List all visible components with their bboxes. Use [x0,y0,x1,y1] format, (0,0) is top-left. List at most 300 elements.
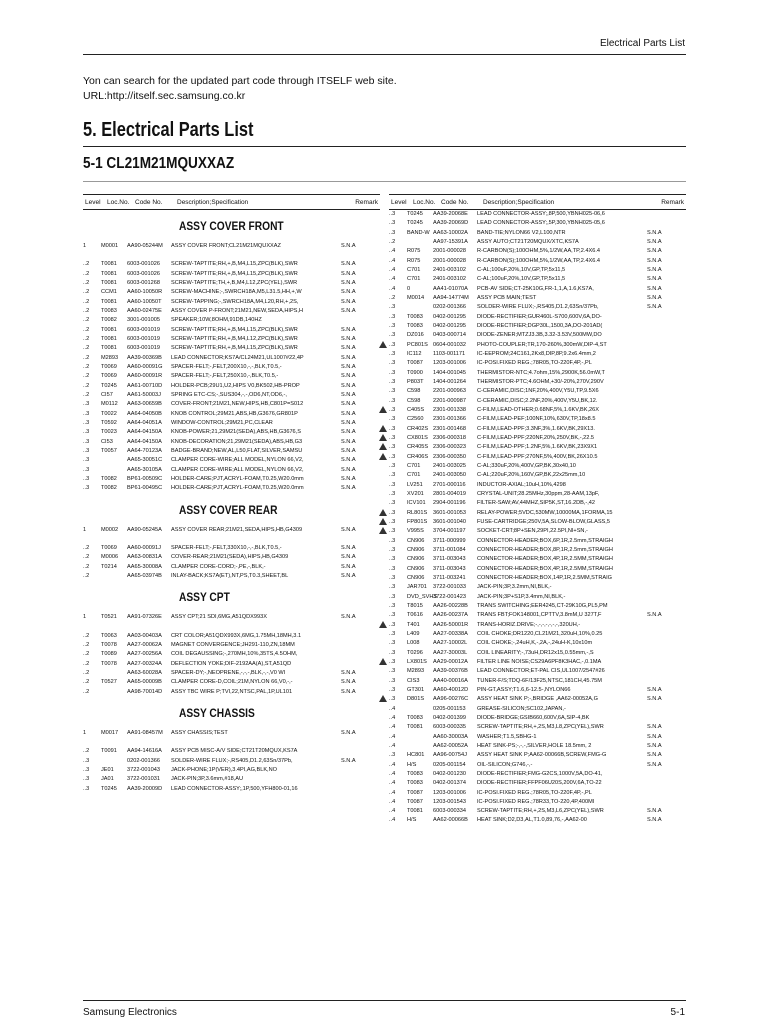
col-loc: Loc.No. [107,198,130,206]
row-level: ..2 [83,345,90,352]
row-level: ..3 [389,406,407,415]
row-code-no: 2306-000323 [433,444,466,451]
row-level: ..3 [389,668,396,675]
row-loc-no: T0245 [407,220,423,227]
row-level: ..2 [389,239,396,246]
title-divider [83,146,686,147]
row-code-no: AA63-00659B [127,401,162,408]
row-level: ..3 [83,766,90,773]
table-row [389,285,686,294]
row-description: SCREW-TAPTITE;TH,+,B,M4,L12,ZPC(YEL),SWR [171,280,298,287]
row-level: ..3 [389,397,396,404]
row-description: CRT COLOR;A51QDX993X,6MG,1.75MH,18MH,3.1 [171,632,302,639]
row-remark: S.N.A [647,267,662,274]
row-description: ASSY CPT;21 SDI,6MG,A51QDX993X [171,614,267,621]
row-remark: S.N.A [341,466,356,473]
row-level: ..3 [389,565,396,572]
row-loc-no: T0081 [407,724,423,731]
row-loc-no: T0592 [101,420,117,427]
row-description: TRANS FBT;FOK148001,CPTTV,3.8mM,U 327T,F [477,612,602,619]
row-level: ..2 [83,392,90,399]
row-description: SOCKET-CRT;8P+SEN,29PI,22.5PI,NI+SN,- [477,528,588,535]
row-loc-no: T0245 [101,785,117,792]
row-code-no: AA39-00376B [433,668,468,675]
row-remark: S.N.A [341,448,356,455]
table-row [83,553,380,562]
row-code-no: AA27-00324A [127,660,162,667]
row-level: ..3 [389,304,396,311]
row-code-no: AA65-03974B [127,573,162,579]
row-loc-no: CN906 [407,574,425,581]
col-remark: Remark [355,198,378,206]
row-remark: S.N.A [341,476,356,483]
row-code-no: 6003-000335 [433,724,466,731]
row-loc-no: 0 [407,285,411,292]
table-row [389,639,686,648]
row-remark: S.N.A [647,276,662,283]
warning-triangle-icon [379,443,387,450]
table-row [389,509,686,518]
row-level: ..4 [389,285,396,292]
table-row [389,816,686,825]
warning-triangle-icon [379,425,387,432]
row-code-no: AA03-00403A [127,632,162,639]
table-row [83,307,380,316]
table-row [389,788,686,797]
row-loc-no: T0083 [407,323,423,330]
row-level: ..4 [389,724,396,731]
row-code-no: 2301-001366 [433,416,466,423]
row-level: ..4 [389,276,396,283]
row-level: ..2 [83,280,90,287]
row-level: ..4 [389,742,396,749]
table-row [389,527,686,536]
row-loc-no: T0081 [101,261,117,268]
row-loc-no: T0069 [101,364,117,371]
row-level: ..3 [389,752,396,759]
table-row [389,471,686,480]
table-row [389,415,686,424]
row-remark: S.N.A [341,270,356,277]
table-row [83,419,380,428]
row-code-no: 3711-001084 [433,546,466,553]
col-code: Code No. [441,198,469,206]
row-description: SCREW-TAPTITE;RH,+,B,M4,L12,ZPC(BLK),SWR [171,336,298,343]
table-row [83,242,380,251]
row-description: KNOB-DECORATION;21,29M21(SEDA),ABS,HB,G3 [171,438,303,445]
row-code-no: AA61-50003J [127,392,161,399]
row-remark: S.N.A [341,573,356,579]
row-loc-no: T8015 [407,602,423,609]
row-remark: S.N.A [647,808,662,815]
row-level: ..2 [83,373,90,380]
row-description: C-FILM,LEAD-PPF;220NF,20%,250V,BK,-,22.5 [477,435,595,442]
row-level: ..3 [389,574,396,581]
row-loc-no: T0081 [101,345,117,352]
row-description: WASHER;T1.5,SBHG-1 [477,733,537,740]
row-remark: S.N.A [647,239,662,246]
row-code-no: AA64-04051A [127,420,162,427]
row-description: LEAD CONNECTOR-ASSY;,5P,300,YBNH025-05,6 [477,220,605,227]
row-remark: S.N.A [341,679,356,686]
model-subtitle: 5-1 CL21M21MQUXXAZ [83,155,235,172]
row-level: ..3 [83,776,90,783]
table-row [389,499,686,508]
row-level: ..3 [389,500,396,507]
row-loc-no: M2893 [407,668,425,675]
row-code-no: 2001-000028 [433,257,466,264]
table-row [389,536,686,545]
table-row [389,658,686,667]
row-level: ..3 [389,527,407,536]
section-heading [83,697,380,729]
row-remark: S.N.A [647,295,662,302]
row-remark: S.N.A [341,526,356,533]
row-description: R-CARBON(S);100OHM,5%,1/2W,AA,TP,2.4X6.4 [477,248,601,255]
row-code-no: 0604-001032 [433,341,466,348]
row-description: C-FILM,LEAD-PPF;3.3NF,3%,1.6KV,BK,29X13. [477,425,595,432]
table-row [389,546,686,555]
row-level: ..3 [389,491,396,497]
row-loc-no: T0089 [101,651,117,658]
row-loc-no: GT301 [407,686,425,693]
row-level: ..3 [389,229,396,236]
row-level: ..2 [83,688,90,695]
row-code-no: AA60-00091J [127,545,161,552]
row-level: ..3 [389,416,396,423]
row-loc-no: T0245 [101,382,117,389]
row-level: ..4 [389,705,396,712]
row-code-no: AA63-00831A [127,554,162,561]
table-row [83,456,380,465]
table-row [83,784,380,793]
row-level: ..2 [83,336,90,343]
row-level: ..3 [389,443,407,452]
row-description: ASSY HEAT SINK P;-,BRIDGE ,AA62-00052A,G [477,696,598,703]
row-description: DIODE-BRIDGE;GSIB660,600V,6A,SIP-4,BK [477,714,590,721]
header-divider [83,54,686,55]
table-row [389,555,686,564]
row-level: ..2 [83,270,90,277]
row-level: ..4 [389,257,396,264]
footer-divider [83,1000,686,1001]
row-remark: S.N.A [341,336,356,343]
row-level: ..2 [83,679,90,686]
row-code-no: AA27-00062A [127,641,162,648]
row-code-no: AA94-14774M [433,295,469,302]
row-loc-no: C598 [407,397,421,404]
table-row [389,341,686,350]
row-loc-no: L409 [407,630,420,637]
row-remark: S.N.A [647,724,662,731]
row-code-no: 6003-001268 [127,280,160,287]
row-code-no: 2201-000987 [433,397,466,404]
row-remark: S.N.A [341,364,356,371]
row-remark: S.N.A [647,248,662,255]
row-loc-no: M0017 [101,729,119,736]
row-code-no: AA64-04150A [127,438,162,445]
row-description: INDUCTOR-AXIAL;10uH,10%,4298 [477,481,566,488]
row-level: ..2 [83,641,90,648]
row-description: ASSY COVER P-FRONT;21M21,NEW,SEDA,HIPS,H [171,308,304,315]
table-row [83,641,380,650]
row-description: SCREW-MACHINE;-,SWRCH18A,M5,L31.5,HH,+,W [171,289,302,296]
row-loc-no: CI53 [101,438,113,445]
table-row [83,298,380,307]
row-loc-no: LV251 [407,481,423,488]
row-loc-no: DZ016 [407,332,424,339]
warning-triangle-icon [379,509,387,516]
row-description: SCREW-TAPPING;-,SWRCH18A,M4,L20,RH,+,2S, [171,298,299,305]
table-row [389,807,686,816]
table-row [389,667,686,676]
row-level: ..3 [389,509,407,518]
row-code-no: 3601-001053 [433,509,466,516]
row-level: ..2 [83,326,90,333]
row-loc-no: C701 [407,267,421,274]
row-loc-no: CN906 [407,546,425,553]
table-row [389,592,686,601]
warning-triangle-icon [379,658,387,665]
row-description: IC-EEPROM;24C161,2Kx8,DIP,8P,9.2x6.4mm,2 [477,351,596,358]
row-code-no: 1103-001171 [433,351,466,358]
notice-line-1: Yon can search for the updated part code through ITSELF web site. [83,75,397,87]
table-header [389,194,686,210]
row-loc-no: JA01 [101,776,114,783]
parts-table-right [389,194,686,826]
row-level: ..3 [389,537,396,544]
row-code-no: AA65-30105A [127,466,162,473]
row-description: ASSY COVER FRONT;CL21M21MQUXXAZ [171,243,281,250]
row-loc-no: T0900 [407,369,423,376]
row-level: ..3 [389,425,407,434]
row-code-no: AA60-30003A [433,733,468,740]
row-code-no: 0402-001399 [433,714,466,721]
row-remark: S.N.A [341,298,356,305]
row-code-no: 6003-001019 [127,336,160,343]
row-loc-no: C701 [407,472,421,479]
table-row [389,695,686,704]
table-row [83,288,380,297]
row-level: ..3 [389,695,407,704]
table-row [389,257,686,266]
table-row [83,526,380,535]
row-code-no: AA63-60028A [127,669,162,676]
row-code-no: 0402-001295 [433,323,466,330]
row-description: ASSY AUTO;CT21T20MQUX/XTC,KS7A [477,239,579,246]
row-description: SOLDER-WIRE FLUX;-,RS405,D1.2,63Sn/37Pb, [477,304,599,311]
row-loc-no: T0082 [101,485,117,492]
row-loc-no: CCM1 [101,289,117,296]
row-description: C-CERAMIC,DISC;2.2NF,20%,400V,Y5U,BK,12. [477,397,598,404]
row-level: ..4 [389,798,396,805]
row-loc-no: T0091 [101,748,117,755]
table-row [389,732,686,741]
table-row [83,326,380,335]
row-description: SCREW-TAPTITE;RH,+,B,M4,L15,ZPC(BLK),SWR [171,261,298,268]
row-description: HEAT SINK-PS;-,-,-,SILVER,HOLE 18.5mm, 2 [477,742,592,749]
row-loc-no: T0087 [407,798,423,805]
row-level: ..4 [389,770,396,777]
row-description: THERMISTOR-PTC;4.6OHM,+30/-20%,270V,290V [477,379,604,386]
row-description: THERMISTOR-NTC;4.7ohm,15%,2900K,56.0mW,T [477,369,605,376]
row-loc-no: JAR701 [407,584,427,591]
row-loc-no: C2560 [407,416,424,423]
row-loc-no: CN906 [407,556,425,563]
row-code-no: AA64-04150A [127,429,162,436]
row-level: ..3 [83,476,90,483]
right-rows [389,210,686,826]
row-code-no: 3711-003043 [433,565,466,572]
row-description: JACK-PHONE;1P(VER),3.4PI,AG,BLK,NO [171,766,277,773]
table-row [389,359,686,368]
row-loc-no: CN906 [407,565,425,572]
row-loc-no: BAND-W [407,229,430,236]
table-row [389,462,686,471]
row-loc-no: CR405S [407,444,429,451]
row-loc-no: V995S [407,528,424,535]
row-level: ..3 [389,472,396,479]
row-description: PIN-GT,ASSY;T1.6,6-12.5-,NYLON66 [477,686,571,693]
row-loc-no: FP801S [407,518,428,525]
warning-triangle-icon [379,434,387,441]
left-rows [83,210,380,794]
row-code-no: 3722-001423 [433,593,466,600]
table-row [83,747,380,756]
row-loc-no: CIS3 [407,677,420,684]
row-description: COIL CHOKE;DR1220,CL21M21,320uH,10%,0.25 [477,630,603,637]
row-loc-no: T0057 [101,448,117,455]
warning-triangle-icon [379,518,387,525]
table-row [389,247,686,256]
row-code-no: AA27-00256A [127,651,162,658]
row-description: HOLDER-CARE;PJT,ACRYL-FOAM,T0.25,W20.0mm [171,476,304,483]
row-description: ASSY CHASSIS;TEST [171,729,228,736]
table-row [389,313,686,322]
row-code-no: AA65-30051C [127,457,163,464]
row-loc-no: T0078 [101,641,117,648]
row-level: ..3 [389,546,396,553]
row-description: HEAT SINK;D2,D3,AL,T1.0,89,76,-,AA62-00 [477,817,587,824]
row-level: ..3 [389,360,396,367]
table-row [389,751,686,760]
table-row [83,400,380,409]
row-loc-no: P803T [407,379,424,386]
row-description: CLAMPER CORE-D,COIL;21M,NYLON 66,V0,-,- [171,679,293,686]
row-level: ..4 [389,761,396,768]
row-loc-no: T0214 [101,563,117,570]
row-code-no: 0202-001366 [433,304,466,311]
row-description: ASSY COVER REAR;21M21,SEDA,HIPS,HB,G4309 [171,526,303,533]
row-loc-no: T0083 [407,714,423,721]
row-level: ..2 [83,554,90,561]
row-loc-no: T0082 [101,476,117,483]
row-description: TUNER-F/S;TDQ-6F/13F25,NTSC,181CH,45.75M [477,677,602,684]
row-description: CONNECTOR-HEADER;BOX,8P,1R,2.5mm,STRAIGH [477,546,613,553]
row-level: ..2 [83,261,90,268]
row-level: ..2 [83,298,90,305]
row-loc-no: C405S [407,407,425,414]
row-remark: S.N.A [341,345,356,352]
row-level: ..4 [389,808,396,815]
table-row [389,275,686,284]
row-description: PHOTO-COUPLER;TR,170-260%,300mW,DIP-4,ST [477,341,607,348]
row-code-no: AA96-00276C [433,696,469,703]
table-row [389,564,686,573]
row-remark: S.N.A [341,545,356,552]
table-row [389,798,686,807]
row-description: C-AL;330uF,20%,400V,GP,BK,30x40,10 [477,463,576,470]
row-code-no: AA62-00052A [433,742,468,749]
row-level: ..2 [83,382,90,389]
row-remark: S.N.A [341,410,356,417]
row-code-no: AA27-10002L [433,640,468,647]
row-description: BADGE-BRAND;NEW,AL,L50,FLAT,SILVER,SAMSU [171,448,303,455]
row-description: SPEAKER;10W,8OHM,91DB,140HZ [171,317,262,324]
row-code-no: BP61-00509C [127,476,163,483]
row-gap [83,251,380,260]
row-code-no: AA64-04050B [127,410,162,417]
row-level: ..3 [83,410,90,417]
row-description: CLAMPER CORE-WIRE;ALL MODEL,NYLON 66,V2, [171,466,304,473]
row-description: C-AL;100uF,20%,10V,GP,TP,5x11,5 [477,267,566,274]
row-level: ..2 [83,573,90,579]
row-code-no: 0202-001366 [127,757,160,764]
row-code-no: 6003-001019 [127,345,160,352]
row-code-no: 2306-000350 [433,453,466,460]
row-level: ..2 [83,289,90,296]
table-row [389,779,686,788]
row-level: ..3 [389,686,396,693]
header-title: Electrical Parts List [599,38,685,49]
row-remark: S.N.A [647,817,662,824]
row-code-no: AA96-00754J [433,752,467,759]
row-level: ..3 [389,211,396,218]
row-level: 1 [83,729,87,736]
row-description: RELAY-POWER;5VDC,530MW,10000MA,1FORMA,15 [477,509,613,516]
table-row [83,354,380,363]
row-remark: S.N.A [647,257,662,264]
row-loc-no: T0081 [101,336,117,343]
row-description: ASSY HEAT SINK P;AA62-00066B,SCREW,FMG-G [477,752,607,759]
row-level: ..3 [389,332,396,339]
row-description: SOLDER-WIRE FLUX;-,RS405,D1.2,63Sn/37Pb, [171,757,293,764]
row-code-no: 2401-003102 [433,276,466,283]
row-code-no: 0402-001374 [433,780,466,787]
row-description: DIODE-RECTIFIER;FMG-G2CS,1000V,5A,DO-41, [477,770,603,777]
table-row [83,650,380,659]
row-description: LEAD CONNECTOR-ASSY;,1P,500,YFH800-01,16 [171,785,298,792]
row-remark: S.N.A [341,554,356,561]
table-row [389,266,686,275]
footer-page-number: 5-1 [670,1007,685,1018]
notice-url[interactable]: URL:http://itself.sec.samsung.co.kr [83,90,246,102]
row-level: ..2 [83,364,90,371]
row-loc-no: DVD_SVHS [407,593,438,600]
row-remark: S.N.A [341,392,356,399]
row-loc-no: M0006 [101,554,119,561]
row-code-no: 3001-001005 [127,317,160,324]
table-row [389,387,686,396]
row-code-no: 6003-000334 [433,808,466,815]
row-level: ..3 [389,463,396,470]
row-remark: S.N.A [341,243,356,250]
table-row [83,544,380,553]
row-code-no: AA39-20069D [433,220,469,227]
row-loc-no: XV201 [407,491,424,497]
row-loc-no: T0081 [101,326,117,333]
row-loc-no: T0063 [101,632,117,639]
